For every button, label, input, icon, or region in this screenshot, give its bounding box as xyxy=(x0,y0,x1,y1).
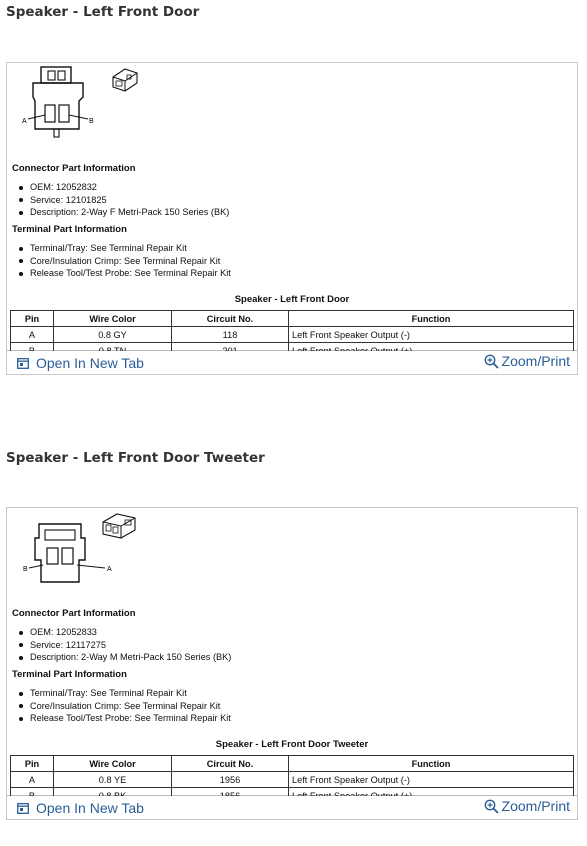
section-title: Speaker - Left Front Door Tweeter xyxy=(6,450,265,466)
table-header-row xyxy=(11,311,574,327)
terminal-info-list xyxy=(18,687,231,725)
circuit-cell: 1956 xyxy=(172,772,289,788)
card-actions xyxy=(7,351,577,374)
pin-cell: A xyxy=(11,327,54,343)
terminal-info-heading: Terminal Part Information xyxy=(12,224,127,235)
column-header: Wire Color xyxy=(54,311,172,327)
zoom-print-label: Zoom/Print xyxy=(501,353,570,369)
list-item: Description: 2-Way M Metri-Pack 150 Series (BK) xyxy=(18,651,231,664)
connector-info-list xyxy=(18,626,231,664)
list-item: Core/Insulation Crimp: See Terminal Repair Kit xyxy=(18,255,231,268)
list-item: Release Tool/Test Probe: See Terminal Repair Kit xyxy=(18,267,231,280)
column-header: Circuit No. xyxy=(172,311,289,327)
column-header: Function xyxy=(289,756,574,772)
column-header: Circuit No. xyxy=(172,756,289,772)
open-in-new-tab-link[interactable] xyxy=(17,800,144,816)
open-in-new-tab-label: Open In New Tab xyxy=(36,355,144,371)
connector-info-list xyxy=(18,181,229,219)
magnifier-plus-icon xyxy=(484,354,499,369)
connector-diagram xyxy=(21,63,151,143)
table-row xyxy=(11,327,574,343)
magnifier-plus-icon xyxy=(484,799,499,814)
open-in-new-tab-icon xyxy=(17,803,29,814)
circuit-cell: 118 xyxy=(172,327,289,343)
table-caption: Speaker - Left Front Door Tweeter xyxy=(215,739,369,750)
pin-label: B xyxy=(23,566,28,573)
list-item: Service: 12101825 xyxy=(18,194,229,207)
list-item: Description: 2-Way F Metri-Pack 150 Series (BK) xyxy=(18,206,229,219)
column-header: Function xyxy=(289,311,574,327)
pin-label: B xyxy=(89,118,94,125)
wire-color-cell: 0.8 GY xyxy=(54,327,172,343)
connector-info-heading: Connector Part Information xyxy=(12,163,136,174)
table-caption: Speaker - Left Front Door xyxy=(234,294,350,305)
list-item: Release Tool/Test Probe: See Terminal Repair Kit xyxy=(18,712,231,725)
list-item: Terminal/Tray: See Terminal Repair Kit xyxy=(18,242,231,255)
list-item: Service: 12117275 xyxy=(18,639,231,652)
table-row xyxy=(11,772,574,788)
connector-info-heading: Connector Part Information xyxy=(12,608,136,619)
open-in-new-tab-label: Open In New Tab xyxy=(36,800,144,816)
column-header: Pin xyxy=(11,756,54,772)
section-title: Speaker - Left Front Door xyxy=(6,4,200,20)
pin-cell: A xyxy=(11,772,54,788)
terminal-info-list xyxy=(18,242,231,280)
connector-card xyxy=(6,62,578,375)
list-item: Terminal/Tray: See Terminal Repair Kit xyxy=(18,687,231,700)
list-item: Core/Insulation Crimp: See Terminal Repair Kit xyxy=(18,700,231,713)
zoom-print-link[interactable] xyxy=(484,798,570,814)
card-actions xyxy=(7,796,577,819)
connector-card xyxy=(6,507,578,820)
wire-color-cell: 0.8 YE xyxy=(54,772,172,788)
zoom-print-link[interactable] xyxy=(484,353,570,369)
list-item: OEM: 12052832 xyxy=(18,181,229,194)
open-in-new-tab-link[interactable] xyxy=(17,355,144,371)
connector-diagram xyxy=(21,508,151,588)
pin-label: A xyxy=(22,118,27,125)
table-header-row xyxy=(11,756,574,772)
function-cell: Left Front Speaker Output (-) xyxy=(289,772,574,788)
pin-label: A xyxy=(107,566,112,573)
column-header: Wire Color xyxy=(54,756,172,772)
terminal-info-heading: Terminal Part Information xyxy=(12,669,127,680)
open-in-new-tab-icon xyxy=(17,358,29,369)
column-header: Pin xyxy=(11,311,54,327)
zoom-print-label: Zoom/Print xyxy=(501,798,570,814)
function-cell: Left Front Speaker Output (-) xyxy=(289,327,574,343)
list-item: OEM: 12052833 xyxy=(18,626,231,639)
